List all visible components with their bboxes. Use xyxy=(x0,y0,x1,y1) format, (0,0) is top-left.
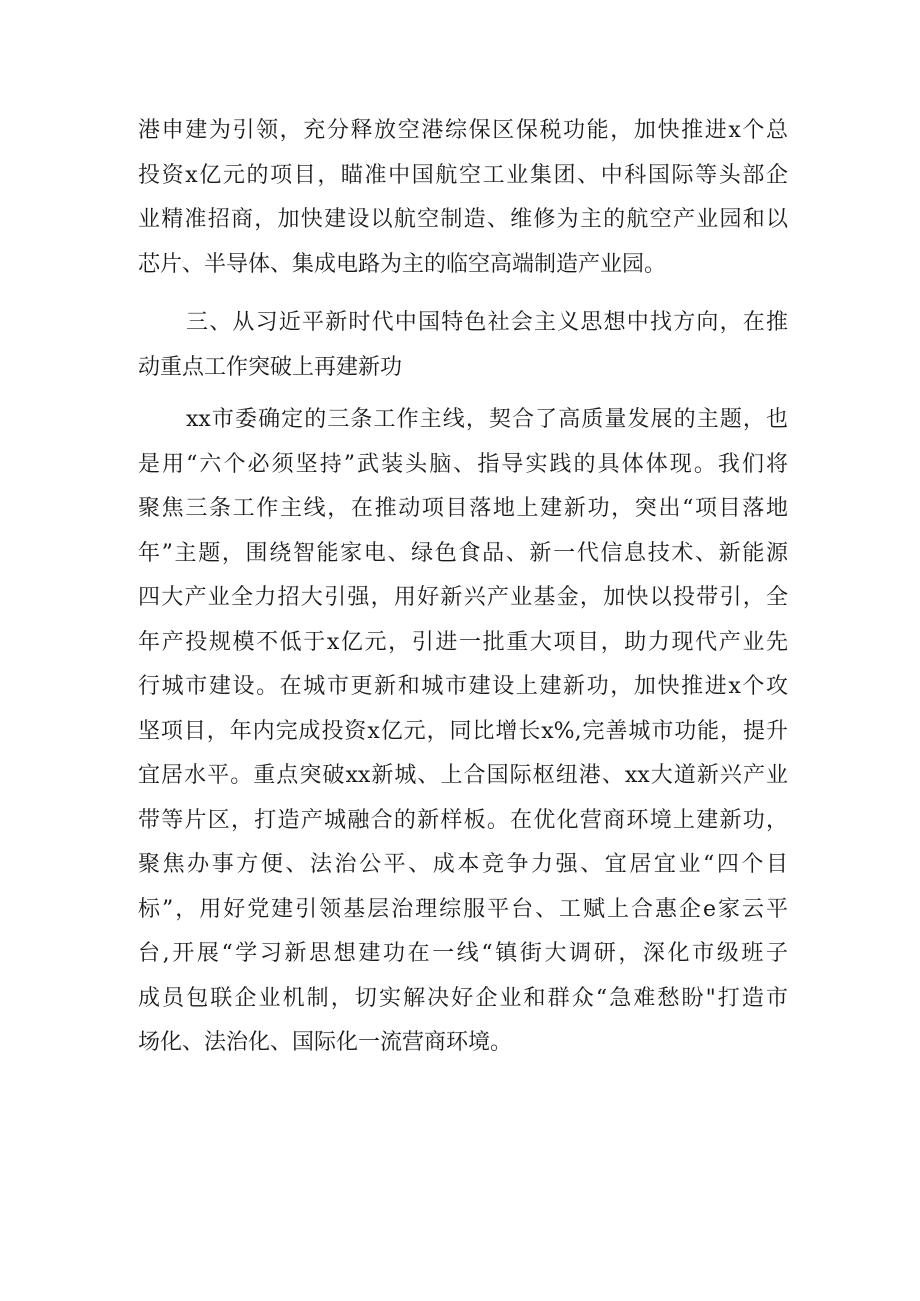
text-line: 台,开展“学习新思想建功在一线“镇街大调研，深化市级班子 xyxy=(138,941,788,966)
text-line: 行城市建设。在城市更新和城市建设上建新功，加快推进x个攻 xyxy=(138,674,788,699)
text-line: 聚焦办事方便、法治公平、成本竞争力强、宜居宜业“四个目 xyxy=(138,852,788,877)
paragraph-continuation xyxy=(138,109,788,287)
text-line: 年”主题，围绕智能家电、绿色食品、新一代信息技术、新能源 xyxy=(138,540,788,566)
text-line: 场化、法治化、国际化一流营商环境。 xyxy=(138,1030,513,1055)
text-line: 四大产业全力招大引强，用好新兴产业基金，加快以投带引，全 xyxy=(138,585,788,610)
text-line: 年产投规模不低于x亿元，引进一批重大项目，助力现代产业先 xyxy=(138,629,788,655)
text-line: 动重点工作突破上再建新功 xyxy=(138,354,403,380)
text-line: 业精准招商，加快建设以航空制造、维修为主的航空产业园和以 xyxy=(138,207,788,232)
text-line: 聚焦三条工作主线，在推动项目落地上建新功，突出“项目落地 xyxy=(138,496,788,521)
text-line: 坚项目，年内完成投资x亿元，同比增长x%,完善城市功能，提升 xyxy=(138,718,788,744)
body-paragraph xyxy=(138,398,788,1066)
text-line: 成员包联企业机制，切实解决好企业和群众“急难愁盼"打造市 xyxy=(138,985,788,1011)
text-line: 宜居水平。重点突破xx新城、上合国际枢纽港、xx大道新兴产业 xyxy=(138,763,788,788)
text-line: xx市委确定的三条工作主线，契合了高质量发展的主题，也 xyxy=(186,407,788,432)
text-line: 三、从习近平新时代中国特色社会主义思想中找方向，在推 xyxy=(186,310,788,335)
text-line: 港申建为引领，充分释放空港综保区保税功能，加快推进x个总 xyxy=(138,118,788,143)
text-line: 标”，用好党建引领基层治理综服平台、工赋上合惠企e家云平 xyxy=(138,896,788,922)
text-line: 是用“六个必须坚持”武装头脑、指导实践的具体体现。我们将 xyxy=(138,451,788,477)
text-line: 芯片、半导体、集成电路为主的临空高端制造产业园。 xyxy=(138,251,667,277)
text-line: 投资x亿元的项目，瞄准中国航空工业集团、中科国际等头部企 xyxy=(138,162,788,188)
text-line: 带等片区，打造产城融合的新样板。在优化营商环境上建新功， xyxy=(138,807,788,833)
section-heading xyxy=(138,301,788,390)
